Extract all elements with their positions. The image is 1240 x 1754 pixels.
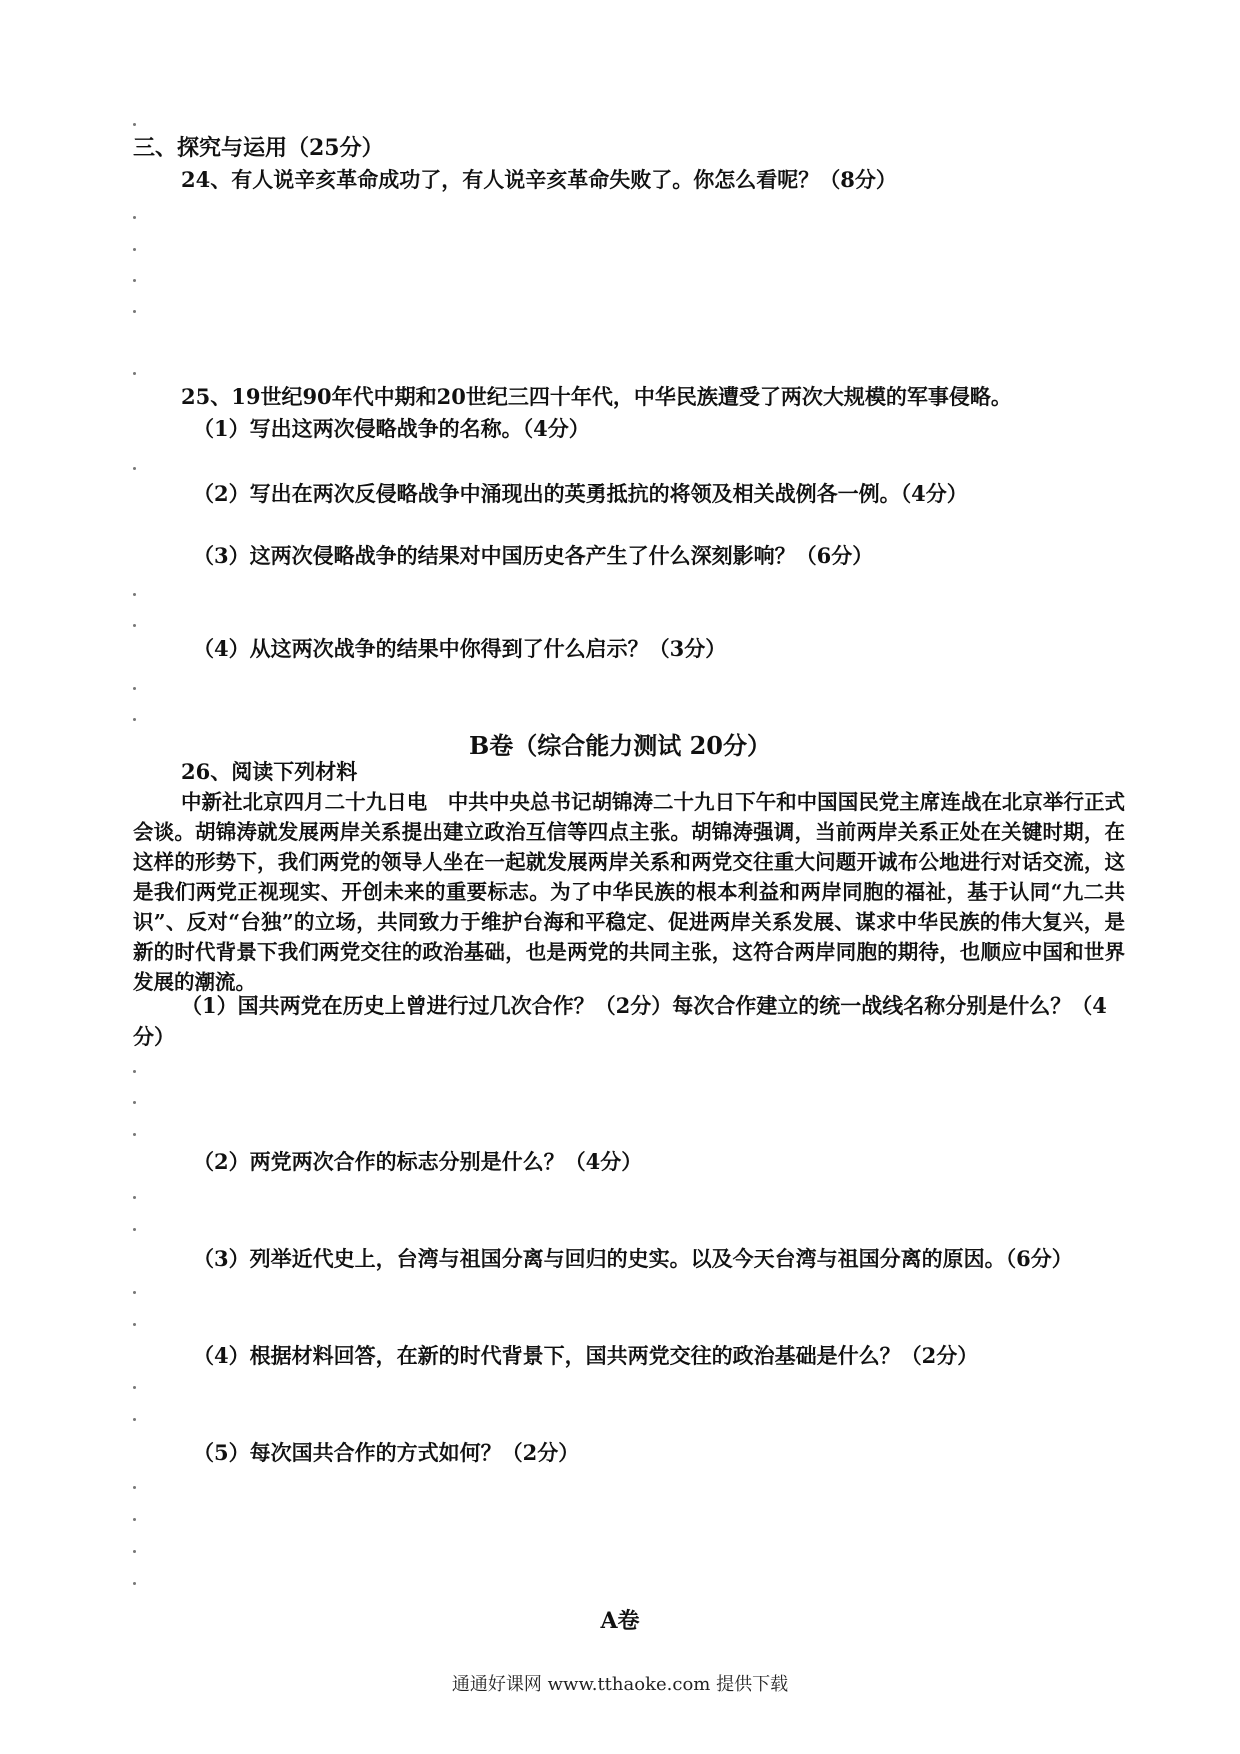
margin-dot <box>133 467 136 470</box>
margin-dot <box>133 1101 136 1104</box>
question-25-sub-2: （2）写出在两次反侵略战争中涌现出的英勇抵抗的将领及相关战例各一例。（4分） <box>193 481 968 506</box>
margin-dot <box>133 248 136 251</box>
question-24: 24、有人说辛亥革命成功了，有人说辛亥革命失败了。你怎么看呢？（8分） <box>181 167 897 192</box>
margin-dot <box>133 310 136 313</box>
margin-dot <box>133 1486 136 1489</box>
margin-dot <box>133 279 136 282</box>
margin-dot <box>133 1291 136 1294</box>
margin-dot <box>133 718 136 721</box>
margin-dot <box>133 1582 136 1585</box>
margin-dot <box>133 687 136 690</box>
answer-section-header: A卷 <box>600 1608 640 1634</box>
reading-passage: 中新社北京四月二十九日电 中共中央总书记胡锦涛二十九日下午和中国国民党主席连战在北京举行正式会谈。胡锦涛就发展两岸关系提出建立政治互信等四点主张。胡锦涛强调，当前两岸关系正处在关键时期，在这样的形势下，我们两党的领导人坐在一起就发展两岸关系和两党交往重大问题开诚布公地进行对话交流，这是我们两党正视现实、开创未来的重要标志。为了中华民族的根本利益和两岸同胞的福祉，基于认同“九二共识”、反对“台独”的立场，共同致力于维护台海和平稳定、促进两岸关系发展、谋求中华民族的伟大复兴，是新的时代背景下我们两党交往的政治基础，也是两党的共同主张，这符合两岸同胞的期待，也顺应中国和世界发展的潮流。 <box>133 790 1125 994</box>
margin-dot <box>133 1228 136 1231</box>
question-26-sub-1: （1）国共两党在历史上曾进行过几次合作？（2分）每次合作建立的统一战线名称分别是什么？（4 <box>181 993 1107 1018</box>
question-26-sub-3: （3）列举近代史上，台湾与祖国分离与回归的史实。以及今天台湾与祖国分离的原因。（6分） <box>193 1246 1073 1271</box>
question-26-sub-1-continued: 分） <box>133 1024 175 1049</box>
footer-credit: 通通好课网 www.tthaoke.com 提供下载 <box>451 1674 789 1695</box>
question-25-sub-1: （1）写出这两次侵略战争的名称。（4分） <box>193 416 590 441</box>
margin-dot <box>133 1418 136 1421</box>
margin-dot <box>133 593 136 596</box>
question-25-stem: 25、19世纪90年代中期和20世纪三四十年代，中华民族遭受了两次大规模的军事侵略。 <box>181 384 1012 409</box>
margin-dot <box>133 372 136 375</box>
question-25-sub-3: （3）这两次侵略战争的结果对中国历史各产生了什么深刻影响？（6分） <box>193 543 874 568</box>
margin-dot <box>133 1550 136 1553</box>
margin-dot <box>133 1323 136 1326</box>
question-26-sub-4: （4）根据材料回答，在新的时代背景下，国共两党交往的政治基础是什么？（2分） <box>193 1343 979 1368</box>
margin-dot <box>133 1386 136 1389</box>
question-25-sub-4: （4）从这两次战争的结果中你得到了什么启示？（3分） <box>193 636 727 661</box>
margin-dot <box>133 216 136 219</box>
question-26-stem: 26、阅读下列材料 <box>181 759 358 784</box>
margin-dot <box>133 624 136 627</box>
question-26-sub-2: （2）两党两次合作的标志分别是什么？（4分） <box>193 1149 643 1174</box>
section-3-title: 三、探究与运用（25分） <box>133 135 384 161</box>
margin-dot <box>133 1196 136 1199</box>
question-26-sub-5: （5）每次国共合作的方式如何？（2分） <box>193 1440 580 1465</box>
section-b-title: B卷（综合能力测试 20分） <box>468 731 772 760</box>
margin-dot <box>133 1070 136 1073</box>
margin-dot <box>133 123 136 126</box>
margin-dot <box>133 1518 136 1521</box>
margin-dot <box>133 1133 136 1136</box>
